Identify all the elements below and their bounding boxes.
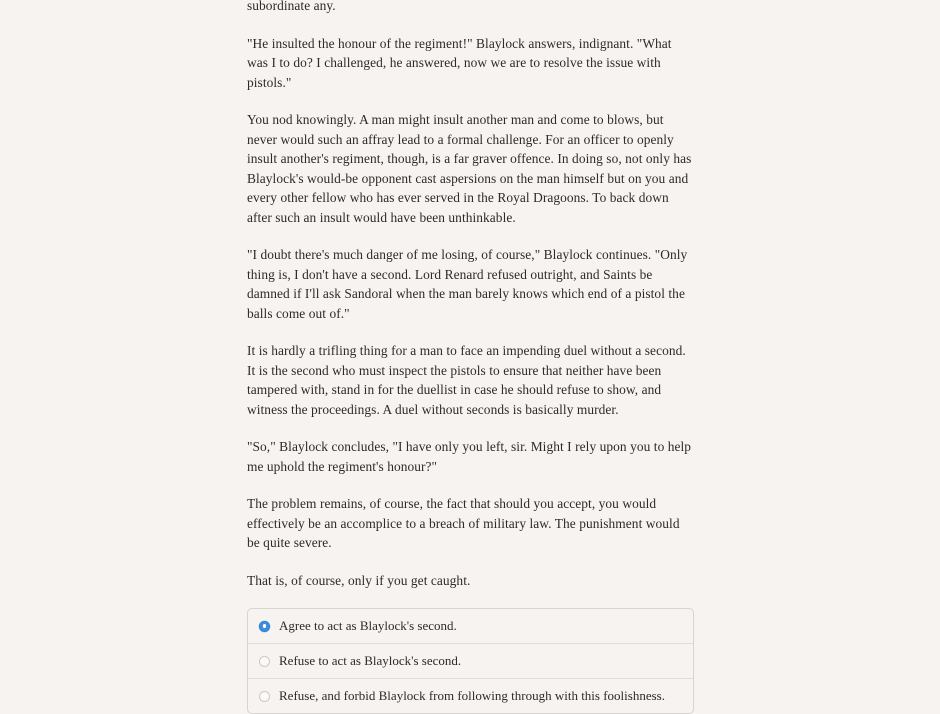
radio-unselected-icon[interactable] xyxy=(259,691,270,702)
radio-unselected-icon[interactable] xyxy=(259,656,270,667)
story-column xyxy=(247,0,694,714)
choice-option-refuse-and-forbid[interactable] xyxy=(248,679,693,713)
choice-option-agree[interactable] xyxy=(248,609,693,644)
story-paragraph: The problem remains, of course, the fact that should you accept, you would effectively be an accomplice to a breach of military law. The punishment would be quite severe. xyxy=(247,496,680,550)
choice-label: Agree to act as Blaylock's second. xyxy=(279,618,457,633)
radio-selected-icon[interactable] xyxy=(259,621,270,632)
story-paragraph: "I doubt there's much danger of me losing, of course," Blaylock continues. "Only thing is, I don't have a second. Lord Renard refused outright, and Saints be damned if I'll ask Sandoral when the man barely knows which end of a pistol the balls come out of." xyxy=(247,247,688,321)
story-paragraph: "He insulted the honour of the regiment!" Blaylock answers, indignant. "What was I to do? I challenged, he answered, now we are to resolve the issue with pistols." xyxy=(247,35,672,90)
story-paragraph: It is hardly a trifling thing for a man to face an impending duel without a second. It is the second who must inspect the pistols to ensure that neither have been tampered with, stand in for the duellist in case he should refuse to show, and witness the proceedings. A duel without seconds is basically murder. xyxy=(247,343,686,417)
story-text xyxy=(247,0,694,590)
choice-label: Refuse to act as Blaylock's second. xyxy=(279,653,462,668)
choice-list xyxy=(247,608,694,714)
story-paragraph: That is, of course, only if you get caught. xyxy=(247,572,471,588)
choice-option-refuse[interactable] xyxy=(248,644,693,679)
story-paragraph: subordinate any. xyxy=(247,0,336,13)
choice-label: Refuse, and forbid Blaylock from following through with this foolishness. xyxy=(279,688,665,703)
story-paragraph: "So," Blaylock concludes, "I have only you left, sir. Might I rely upon you to help me uphold the regiment's honour?" xyxy=(247,439,692,474)
story-paragraph: You nod knowingly. A man might insult another man and come to blows, but never would such an affray lead to a formal challenge. For an officer to openly insult another's regiment, though, is a far graver offence. In doing so, not only has Blaylock's would-be opponent cast aspersions on the man himself but on you and every other fellow who has ever served in the Royal Dragoons. To back down after such an insult would have been unthinkable. xyxy=(247,112,692,225)
